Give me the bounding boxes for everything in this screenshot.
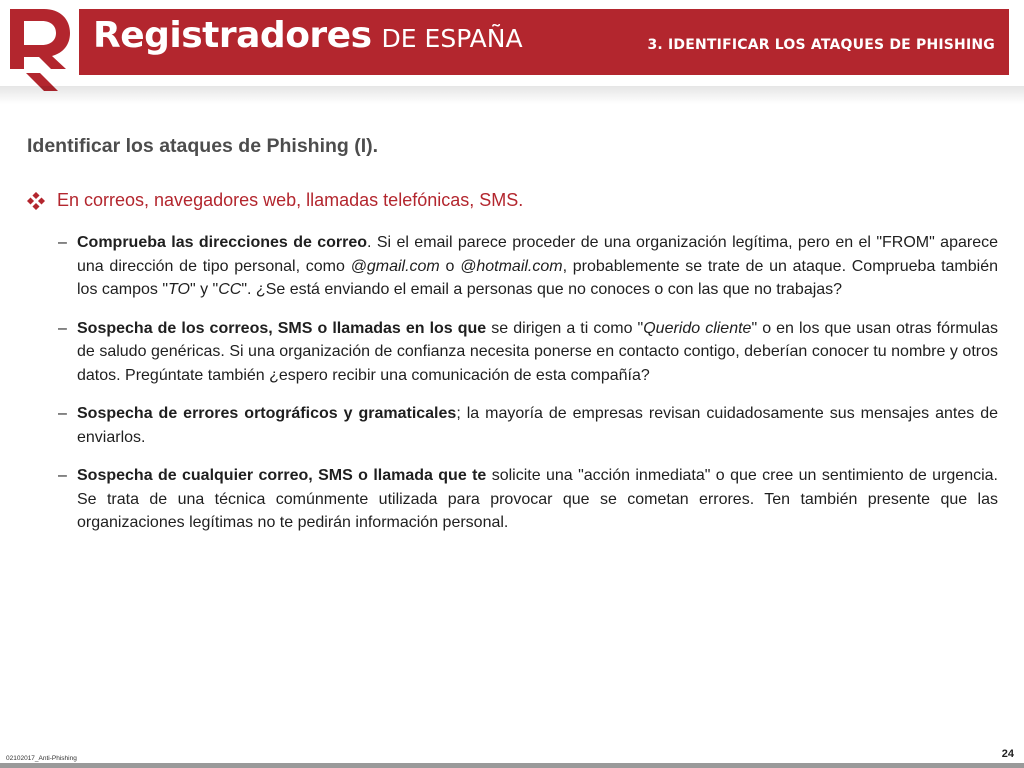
- item-bold: Comprueba las direcciones de correo: [77, 234, 368, 251]
- dash-marker: –: [58, 405, 67, 422]
- registradores-logo-icon: [8, 9, 72, 91]
- item-italic: TO: [168, 281, 190, 298]
- item-text: " y ": [189, 281, 219, 298]
- footer-bar: [0, 763, 1024, 768]
- sub-bullet-item: [58, 464, 998, 535]
- section-title: 3. IDENTIFICAR LOS ATAQUES DE PHISHING: [647, 37, 995, 53]
- sub-bullet-item: [58, 402, 998, 449]
- item-text: ; la mayoría de empresas revisan cuidadosamente sus mensajes antes de enviarlos.: [77, 405, 999, 446]
- page-number: 24: [1001, 748, 1014, 760]
- item-italic: CC: [218, 281, 242, 298]
- sub-bullet-item: [58, 231, 998, 302]
- item-text: . Si el email parece proceder de una organización legítima, pero en el "FROM" aparece una dirección de tipo personal, como: [77, 234, 998, 275]
- main-bullet-text: En correos, navegadores web, llamadas telefónicas, SMS.: [57, 190, 524, 210]
- item-bold: Sospecha de los correos, SMS o llamadas en los que: [77, 319, 487, 337]
- dash-marker: –: [58, 234, 67, 251]
- item-text: se dirigen a ti como ": [486, 319, 644, 337]
- brand-main: Registradores: [93, 15, 372, 56]
- item-bold: Sospecha de errores ortográficos y gramaticales: [77, 405, 457, 422]
- dash-marker: –: [58, 319, 67, 337]
- slide-title: Identificar los ataques de Phishing (I).: [27, 135, 379, 157]
- sub-bullet-list: [58, 231, 998, 550]
- item-italic: Querido cliente: [643, 319, 752, 337]
- brand-wordmark: [93, 15, 523, 65]
- diamond-bullet-icon: [27, 192, 45, 210]
- dash-marker: –: [58, 467, 67, 484]
- header-banner: [79, 9, 1009, 75]
- item-bold: Sospecha de cualquier correo, SMS o llamada que te: [77, 467, 487, 484]
- item-italic: @hotmail.com: [460, 257, 563, 275]
- item-text: solicite una "acción inmediata" o que cree un sentimiento de urgencia. Se trata de una técnica comúnmente utilizada para provocar que se cometan errores. Ten también presente que las organizaciones legítimas no te pedirán información personal.: [77, 467, 999, 531]
- main-bullet: [27, 190, 987, 211]
- item-italic: @gmail.com: [350, 257, 440, 275]
- sub-bullet-item: [58, 317, 998, 388]
- brand-sub: DE ESPAÑA: [381, 24, 523, 53]
- header-shadow: [0, 86, 1024, 104]
- item-text: o: [439, 257, 461, 275]
- item-text: ". ¿Se está enviando el email a personas que no conoces o con las que no trabajas?: [241, 281, 843, 298]
- item-text: " o en los que usan otras fórmulas de saludo genéricas. Si una organización de confianza necesita ponerse en contacto contigo, deberían conocer tu nombre y otros datos. Pregúntate también ¿espero recibir una comunicación de esta compañía?: [77, 319, 999, 384]
- item-text: , probablemente se trate de un ataque. Comprueba también los campos ": [77, 257, 998, 298]
- footer-doc-code: 02102017_Anti-Phishing: [6, 755, 77, 762]
